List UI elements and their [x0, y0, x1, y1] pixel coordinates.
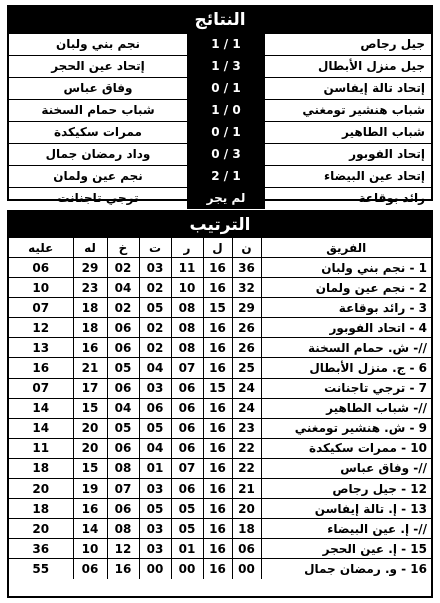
team-name: 10 - ممرات سكيكدة [261, 438, 431, 458]
stat-cell: 36 [9, 539, 73, 559]
stat-cell: 08 [107, 519, 139, 539]
team-name: 2 - نجم عين ولمان [261, 278, 431, 298]
results-title: النتائج [9, 7, 431, 33]
match-score: لم يجر [187, 188, 265, 209]
stat-cell: 05 [139, 298, 171, 318]
away-team: نجم عين ولمان [53, 169, 143, 183]
stat-cell: 17 [73, 378, 107, 398]
stat-cell: 16 [203, 559, 232, 579]
home-team: إتحاد عين البيضاء [323, 169, 425, 183]
stat-cell: 05 [107, 418, 139, 438]
stat-cell: 11 [171, 258, 203, 278]
table-row [9, 258, 431, 278]
stat-cell: 04 [107, 398, 139, 418]
stat-cell: 12 [9, 318, 73, 338]
away-team: إتحاد عين الحجر [51, 59, 145, 73]
stat-cell: 00 [232, 559, 261, 579]
stat-cell: 36 [232, 258, 261, 278]
stat-cell: 20 [73, 438, 107, 458]
stat-cell: 06 [73, 559, 107, 579]
stat-cell: 16 [203, 479, 232, 499]
team-name: 6 - ج. منزل الأبطال [261, 358, 431, 378]
table-row [9, 418, 431, 438]
stat-cell: 00 [139, 559, 171, 579]
stat-cell: 20 [9, 479, 73, 499]
table-row [9, 338, 431, 358]
column-header: عليه [9, 238, 73, 258]
result-row [9, 165, 431, 187]
stat-cell: 02 [139, 318, 171, 338]
column-header: ن [232, 238, 261, 258]
stat-cell: 16 [203, 398, 232, 418]
stat-cell: 06 [107, 318, 139, 338]
table-row [9, 358, 431, 378]
stat-cell: 15 [203, 378, 232, 398]
stat-cell: 20 [232, 499, 261, 519]
stat-cell: 03 [139, 539, 171, 559]
stat-cell: 01 [171, 539, 203, 559]
results-panel [7, 5, 433, 205]
home-team: شباب الطاهير [342, 125, 425, 139]
column-header: خ [107, 238, 139, 258]
stat-cell: 23 [73, 278, 107, 298]
table-row [9, 559, 431, 579]
stat-cell: 06 [171, 378, 203, 398]
match-score: 0 / 3 [187, 144, 265, 165]
table-row [9, 298, 431, 318]
team-name: //- شباب الطاهير [261, 398, 431, 418]
team-name: 9 - ش. هنشير تومغني [261, 418, 431, 438]
stat-cell: 16 [203, 438, 232, 458]
home-team: شباب هنشير تومغني [302, 103, 425, 117]
stat-cell: 18 [9, 499, 73, 519]
stat-cell: 06 [171, 398, 203, 418]
stat-cell: 07 [171, 458, 203, 478]
stat-cell: 06 [139, 398, 171, 418]
table-row [9, 398, 431, 418]
team-name: 16 - و. رمضان جمال [261, 559, 431, 579]
stat-cell: 24 [232, 398, 261, 418]
stat-cell: 16 [73, 499, 107, 519]
stat-cell: 18 [73, 318, 107, 338]
stat-cell: 22 [232, 438, 261, 458]
column-header: ت [139, 238, 171, 258]
stat-cell: 18 [73, 298, 107, 318]
stat-cell: 07 [9, 378, 73, 398]
stat-cell: 03 [139, 519, 171, 539]
result-row [9, 143, 431, 165]
result-row [9, 187, 431, 209]
away-team: ترجي تاجنانت [57, 191, 139, 205]
stat-cell: 04 [107, 278, 139, 298]
stat-cell: 10 [9, 278, 73, 298]
team-name: //- إ. عين البيضاء [261, 519, 431, 539]
stat-cell: 03 [139, 258, 171, 278]
stat-cell: 16 [9, 358, 73, 378]
stat-cell: 06 [9, 258, 73, 278]
stat-cell: 06 [107, 499, 139, 519]
stat-cell: 13 [9, 338, 73, 358]
stat-cell: 18 [9, 458, 73, 478]
stat-cell: 15 [73, 458, 107, 478]
stat-cell: 05 [171, 499, 203, 519]
stat-cell: 03 [139, 378, 171, 398]
stat-cell: 06 [171, 438, 203, 458]
away-team: ممرات سكيكدة [54, 125, 142, 139]
standings-panel [7, 210, 433, 598]
table-row [9, 499, 431, 519]
table-row [9, 519, 431, 539]
stat-cell: 16 [203, 278, 232, 298]
stat-cell: 32 [232, 278, 261, 298]
team-name: //- وفاق عباس [261, 458, 431, 478]
stat-cell: 10 [171, 278, 203, 298]
stat-cell: 07 [107, 479, 139, 499]
stat-cell: 02 [107, 258, 139, 278]
stat-cell: 08 [171, 298, 203, 318]
stat-cell: 08 [107, 458, 139, 478]
result-row [9, 55, 431, 77]
team-name: 4 - اتحاد الفوبور [261, 318, 431, 338]
stat-cell: 55 [9, 559, 73, 579]
table-row [9, 278, 431, 298]
match-score: 0 / 1 [187, 78, 265, 99]
team-name: 1 - نجم بني ولبان [261, 258, 431, 278]
result-row [9, 121, 431, 143]
stat-cell: 16 [203, 318, 232, 338]
stat-cell: 01 [139, 458, 171, 478]
stat-cell: 16 [203, 258, 232, 278]
standings-table [9, 238, 431, 579]
stat-cell: 05 [139, 418, 171, 438]
stat-cell: 21 [73, 358, 107, 378]
stat-cell: 14 [9, 398, 73, 418]
home-team: إتحاد الفوبور [349, 147, 425, 161]
stat-cell: 02 [107, 298, 139, 318]
stat-cell: 16 [203, 338, 232, 358]
stat-cell: 29 [232, 298, 261, 318]
stat-cell: 16 [203, 458, 232, 478]
column-header: ر [171, 238, 203, 258]
stat-cell: 06 [107, 438, 139, 458]
away-team: وداد رمضان جمال [45, 147, 151, 161]
stat-cell: 20 [73, 418, 107, 438]
result-row [9, 33, 431, 55]
team-name: //- ش. حمام السخنة [261, 338, 431, 358]
stat-cell: 04 [139, 438, 171, 458]
stat-cell: 10 [73, 539, 107, 559]
stat-cell: 14 [9, 418, 73, 438]
stat-cell: 08 [171, 338, 203, 358]
away-team: نجم بني ولبان [55, 37, 141, 51]
stat-cell: 06 [171, 418, 203, 438]
stat-cell: 11 [9, 438, 73, 458]
result-row [9, 99, 431, 121]
stat-cell: 19 [73, 479, 107, 499]
stat-cell: 07 [171, 358, 203, 378]
home-team: إتحاد تالة إيفاسن [323, 81, 425, 95]
stat-cell: 16 [203, 539, 232, 559]
stat-cell: 02 [139, 338, 171, 358]
column-header: ل [203, 238, 232, 258]
stat-cell: 06 [232, 539, 261, 559]
stat-cell: 16 [107, 559, 139, 579]
team-name: 13 - إ. تالة إيفاسن [261, 499, 431, 519]
match-score: 0 / 1 [187, 122, 265, 143]
table-row [9, 378, 431, 398]
stat-cell: 07 [9, 298, 73, 318]
stat-cell: 12 [107, 539, 139, 559]
standings-title: الترتيب [9, 212, 431, 238]
team-name: 3 - رائد بوقاعة [261, 298, 431, 318]
stat-cell: 06 [171, 479, 203, 499]
stat-cell: 08 [171, 318, 203, 338]
home-team: رائد بوقاعة [358, 191, 425, 205]
match-score: 2 / 1 [187, 166, 265, 187]
result-row [9, 77, 431, 99]
column-header: الفريق [261, 238, 431, 258]
home-team: جيل منزل الأبطال [318, 59, 425, 73]
stat-cell: 14 [73, 519, 107, 539]
stat-cell: 04 [139, 358, 171, 378]
stat-cell: 05 [107, 358, 139, 378]
table-row [9, 539, 431, 559]
team-name: 15 - إ. عين الحجر [261, 539, 431, 559]
stat-cell: 23 [232, 418, 261, 438]
stat-cell: 06 [107, 378, 139, 398]
table-row [9, 479, 431, 499]
standings-header-row [9, 238, 431, 258]
stat-cell: 16 [203, 519, 232, 539]
stat-cell: 05 [139, 499, 171, 519]
table-row [9, 458, 431, 478]
stat-cell: 26 [232, 338, 261, 358]
stat-cell: 25 [232, 358, 261, 378]
stat-cell: 16 [203, 358, 232, 378]
stat-cell: 00 [171, 559, 203, 579]
stat-cell: 24 [232, 378, 261, 398]
stat-cell: 06 [107, 338, 139, 358]
stat-cell: 16 [73, 338, 107, 358]
away-team: شباب حمام السخنة [41, 103, 155, 117]
stat-cell: 21 [232, 479, 261, 499]
stat-cell: 18 [232, 519, 261, 539]
stat-cell: 15 [203, 298, 232, 318]
stat-cell: 26 [232, 318, 261, 338]
stat-cell: 20 [9, 519, 73, 539]
match-score: 1 / 0 [187, 100, 265, 121]
away-team: وفاق عباس [63, 81, 133, 95]
stat-cell: 03 [139, 479, 171, 499]
table-row [9, 438, 431, 458]
team-name: 7 - ترجي تاجنانت [261, 378, 431, 398]
home-team: جيل رجاص [360, 37, 425, 51]
team-name: 12 - جيل رجاص [261, 479, 431, 499]
stat-cell: 29 [73, 258, 107, 278]
stat-cell: 16 [203, 499, 232, 519]
table-row [9, 318, 431, 338]
match-score: 1 / 1 [187, 34, 265, 55]
column-header: له [73, 238, 107, 258]
stat-cell: 02 [139, 278, 171, 298]
stat-cell: 16 [203, 418, 232, 438]
match-score: 1 / 3 [187, 56, 265, 77]
stat-cell: 15 [73, 398, 107, 418]
stat-cell: 05 [171, 519, 203, 539]
stat-cell: 22 [232, 458, 261, 478]
